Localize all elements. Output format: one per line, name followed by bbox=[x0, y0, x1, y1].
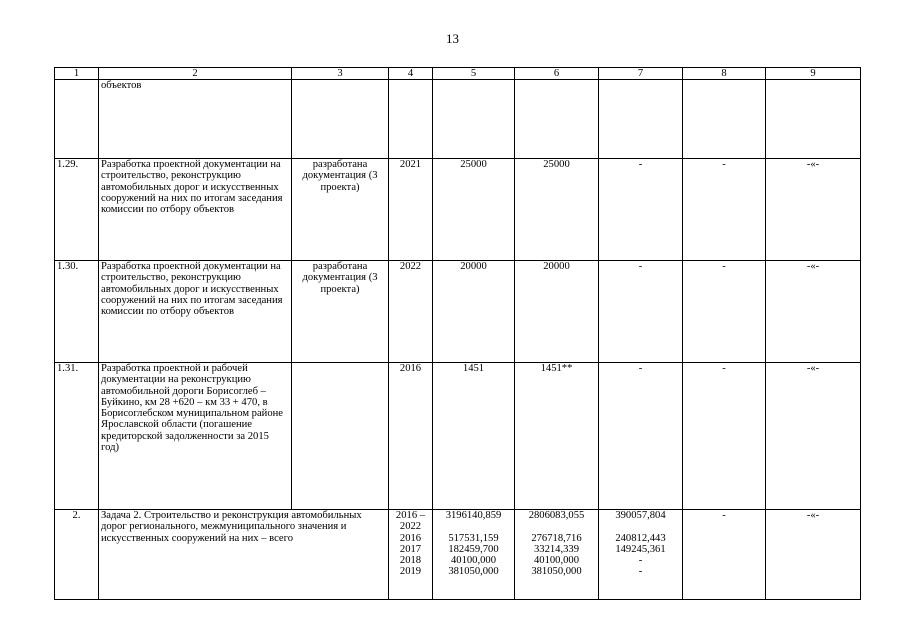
table-row bbox=[55, 80, 861, 159]
text-cell: Разработка проектной документации на строительство, реконструкцию автомобильных дорог и искусственных сооружений на них по итогам заседания комиссии по отбору объектов bbox=[99, 261, 292, 363]
table-row bbox=[55, 159, 861, 261]
amount-cell: - bbox=[599, 261, 683, 363]
amount-cell: - bbox=[683, 363, 766, 510]
text-cell: объектов bbox=[99, 80, 292, 159]
row-number: 2. bbox=[55, 510, 99, 600]
header-cell: 8 bbox=[683, 68, 766, 80]
amount-cell: 25000 bbox=[515, 159, 599, 261]
header-cell: 9 bbox=[766, 68, 861, 80]
row-number: 1.31. bbox=[55, 363, 99, 510]
amount-cell: 25000 bbox=[433, 159, 515, 261]
executor-cell: -«- bbox=[766, 159, 861, 261]
amount-cell: - bbox=[599, 159, 683, 261]
header-row bbox=[55, 68, 861, 80]
table-row bbox=[55, 363, 861, 510]
row-number: 1.30. bbox=[55, 261, 99, 363]
amount-cell: 20000 bbox=[433, 261, 515, 363]
page-number: 13 bbox=[446, 31, 459, 46]
header-cell: 6 bbox=[515, 68, 599, 80]
amount-cell: 1451 bbox=[433, 363, 515, 510]
amount-cell: - bbox=[683, 510, 766, 600]
year-cell: 2021 bbox=[389, 159, 433, 261]
amount-cell: - bbox=[683, 159, 766, 261]
result-cell bbox=[292, 363, 389, 510]
header-cell: 2 bbox=[99, 68, 292, 80]
table-row-task bbox=[55, 510, 861, 600]
executor-cell: -«- bbox=[766, 510, 861, 600]
amount-cell: 390057,804 240812,443 149245,361 - - bbox=[599, 510, 683, 600]
amount-cell: - bbox=[683, 261, 766, 363]
year-cell: 2016 bbox=[389, 363, 433, 510]
amount-cell: 3196140,859 517531,159 182459,700 40100,000 381050,000 bbox=[433, 510, 515, 600]
header-cell: 7 bbox=[599, 68, 683, 80]
amount-cell: 20000 bbox=[515, 261, 599, 363]
executor-cell: -«- bbox=[766, 261, 861, 363]
header-cell: 1 bbox=[55, 68, 99, 80]
row-number: 1.29. bbox=[55, 159, 99, 261]
task-text-cell: Задача 2. Строительство и реконструкция автомобильных дорог регионального, межмуниципального значения и искусственных сооружений на них – всего bbox=[99, 510, 389, 600]
result-cell: разработана документация (3 проекта) bbox=[292, 261, 389, 363]
header-cell: 3 bbox=[292, 68, 389, 80]
executor-cell: -«- bbox=[766, 363, 861, 510]
result-cell: разработана документация (3 проекта) bbox=[292, 159, 389, 261]
table-row bbox=[55, 261, 861, 363]
year-cell: 2022 bbox=[389, 261, 433, 363]
program-table bbox=[54, 67, 861, 600]
header-cell: 4 bbox=[389, 68, 433, 80]
amount-cell: 2806083,055 276718,716 33214,339 40100,000 381050,000 bbox=[515, 510, 599, 600]
amount-cell: 1451** bbox=[515, 363, 599, 510]
text-cell: Разработка проектной и рабочей документации на реконструкцию автомобильной дороги Борисоглеб – Буйкино, км 28 +620 – км 33 + 470, в Борисоглебском муниципальном районе Ярославской области (погашение кредиторской задолженности за 2015 год) bbox=[99, 363, 292, 510]
header-cell: 5 bbox=[433, 68, 515, 80]
amount-cell: - bbox=[599, 363, 683, 510]
years-cell: 2016 – 2022 2016 2017 2018 2019 bbox=[389, 510, 433, 600]
text-cell: Разработка проектной документации на строительство, реконструкцию автомобильных дорог и искусственных сооружений на них по итогам заседания комиссии по отбору объектов bbox=[99, 159, 292, 261]
